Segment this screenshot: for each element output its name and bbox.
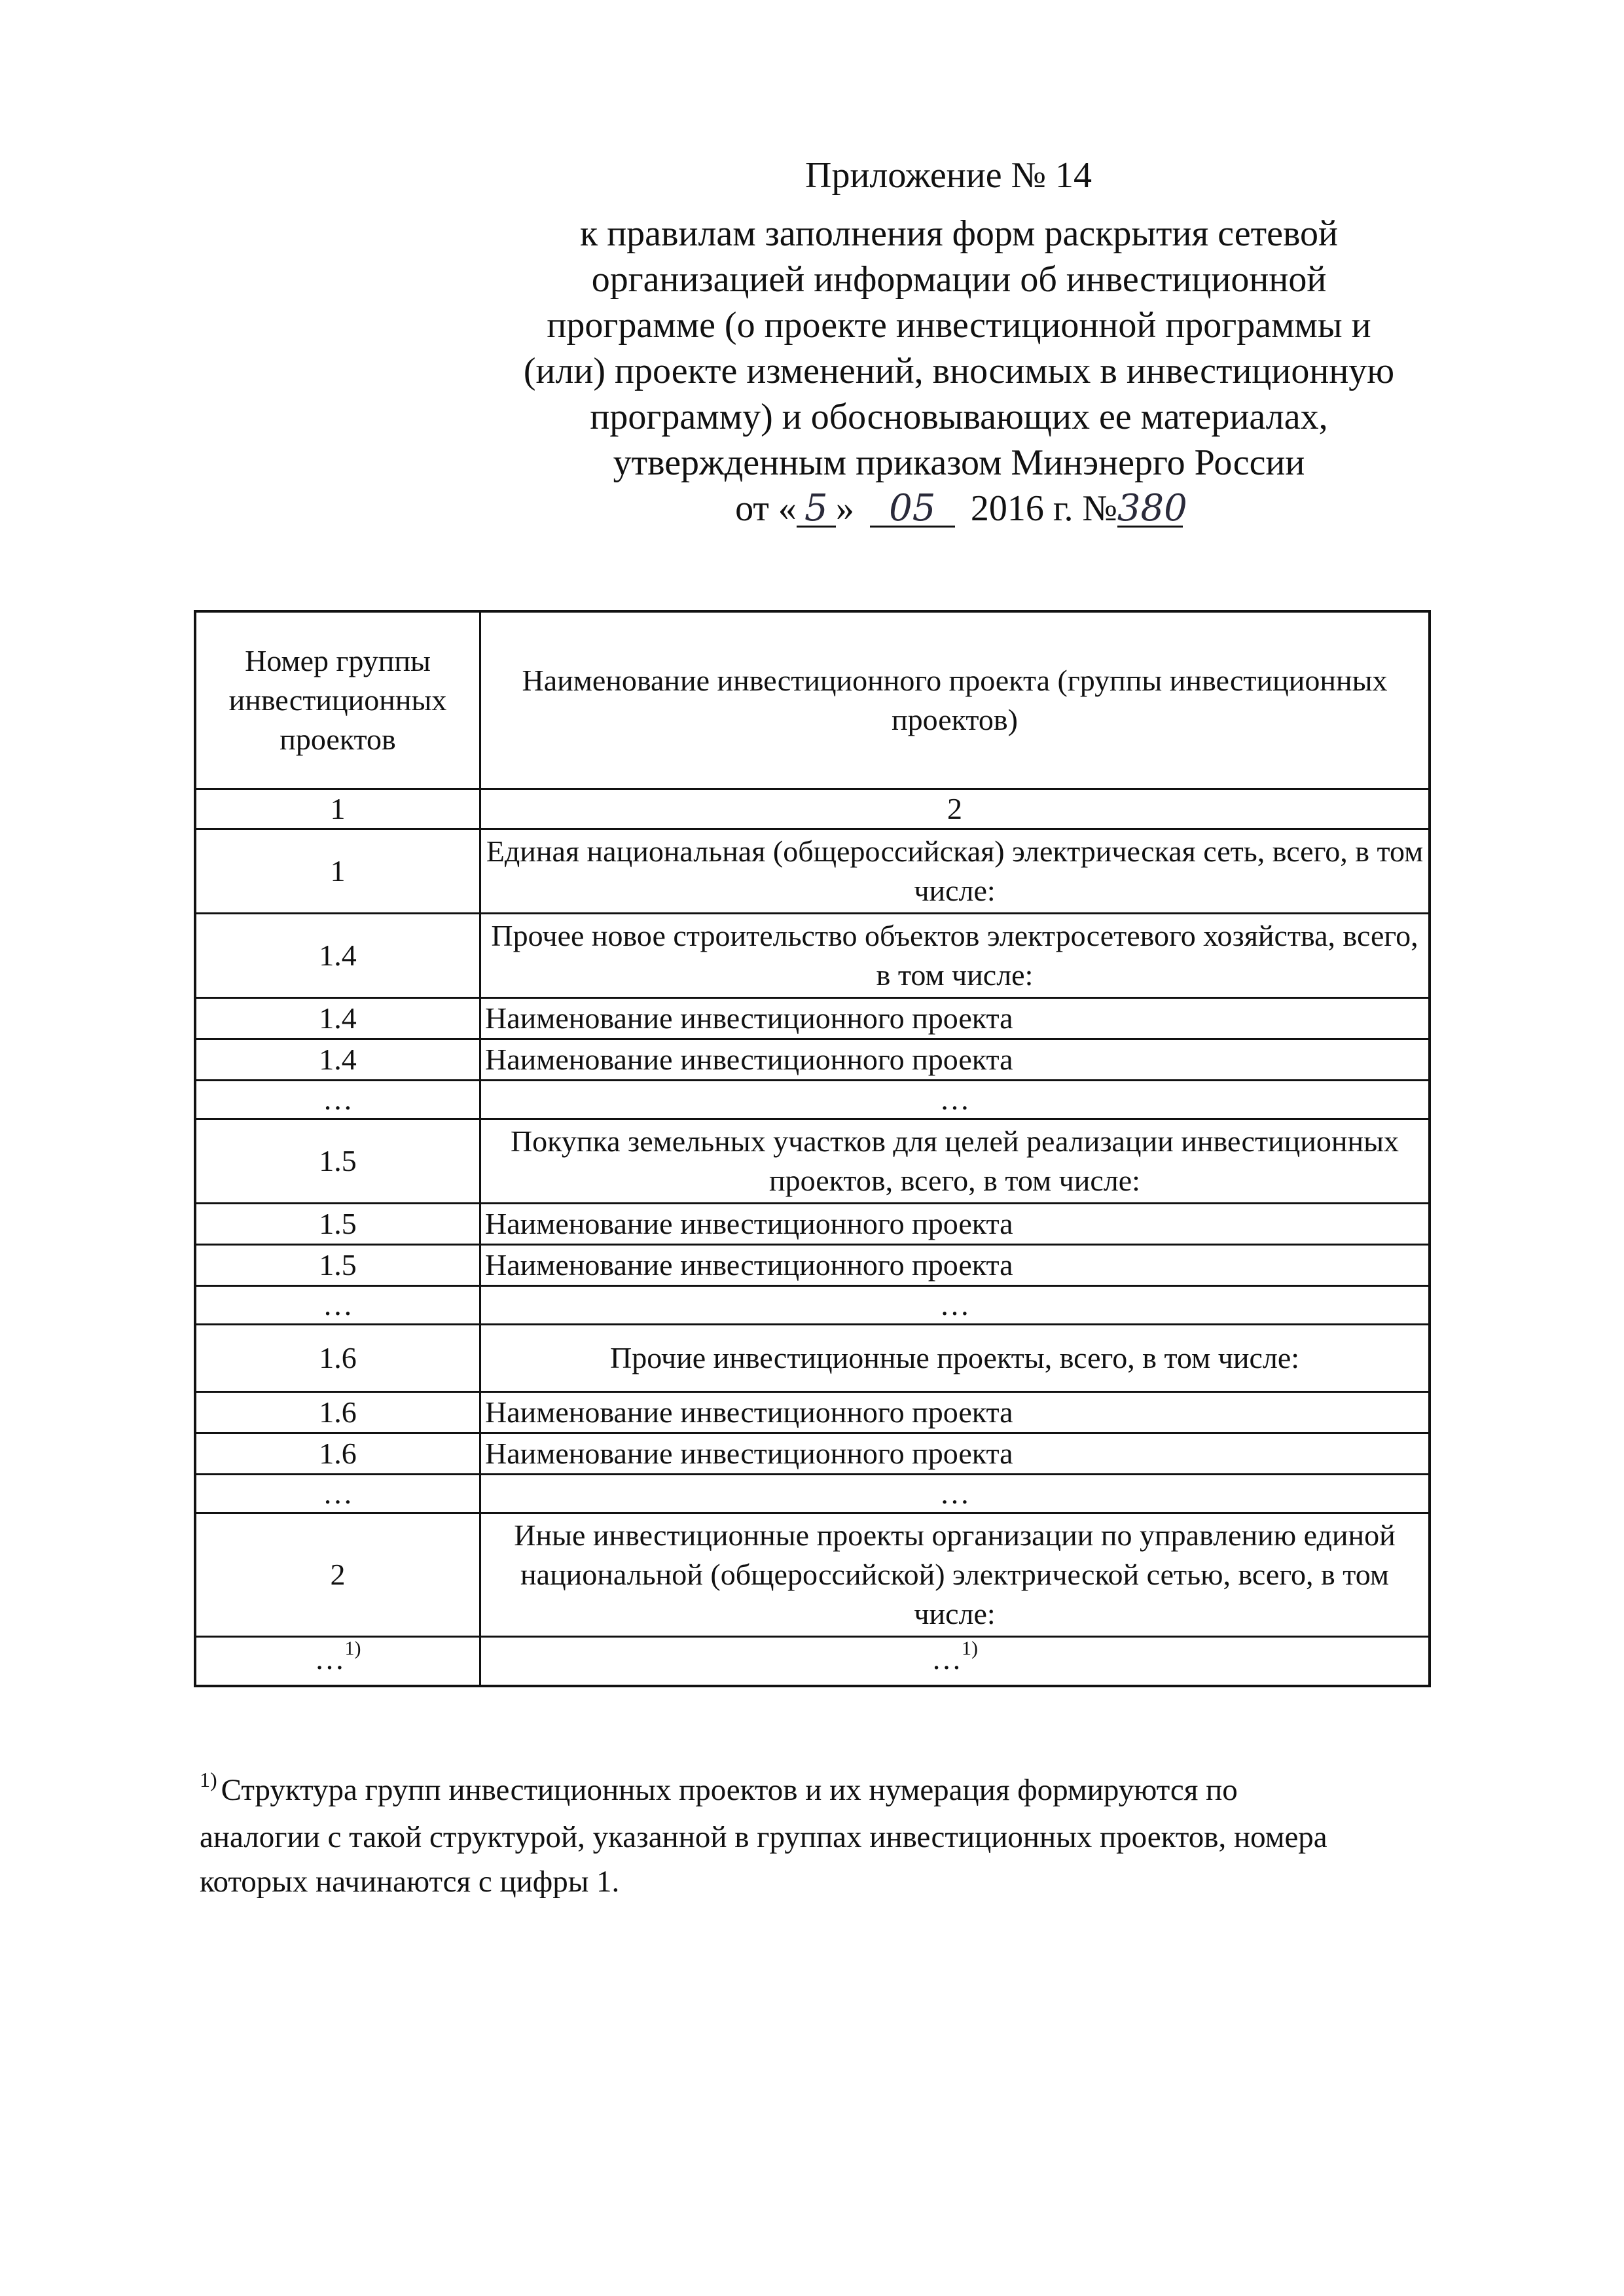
- group-number-cell: …: [195, 1081, 480, 1119]
- group-number-cell: 1.4: [195, 914, 480, 998]
- date-close: »: [835, 488, 854, 529]
- group-number-cell: 1.6: [195, 1325, 480, 1392]
- table-row: [195, 1039, 1430, 1081]
- group-number-cell: 1.4: [195, 998, 480, 1039]
- date-prefix: от «: [735, 488, 797, 529]
- appendix-caption: [481, 211, 1437, 531]
- project-name-cell: Наименование инвестиционного проекта: [480, 1392, 1430, 1433]
- group-number-cell: 1.5: [195, 1204, 480, 1245]
- table-row: [195, 1325, 1430, 1392]
- project-name-cell: Покупка земельных участков для целей реализации инвестиционных проектов, всего, в том числе:: [480, 1119, 1430, 1204]
- footnote-ref: 1): [962, 1638, 978, 1659]
- header-project-name: Наименование инвестиционного проекта (группы инвестиционных проектов): [480, 611, 1430, 789]
- table-header-row: [195, 611, 1430, 789]
- group-number-cell: 2: [195, 1513, 480, 1637]
- project-name-cell: Прочее новое строительство объектов электросетевого хозяйства, всего, в том числе:: [480, 914, 1430, 998]
- footnote-mark: 1): [200, 1768, 217, 1791]
- group-number-cell: …: [195, 1286, 480, 1325]
- group-number-cell: 1: [195, 829, 480, 914]
- footnote-ref: 1): [344, 1638, 361, 1659]
- column-number: 2: [480, 789, 1430, 829]
- caption-line: утвержденным приказом Минэнерго России: [613, 442, 1305, 483]
- project-name-cell: Наименование инвестиционного проекта: [480, 1039, 1430, 1081]
- column-number-row: [195, 789, 1430, 829]
- table-row: [195, 914, 1430, 998]
- table-row: [195, 1475, 1430, 1513]
- order-date-line: [481, 486, 1437, 531]
- project-name-cell: Единая национальная (общероссийская) электрическая сеть, всего, в том числе:: [480, 829, 1430, 914]
- table-row: [195, 1081, 1430, 1119]
- project-name-cell: Иные инвестиционные проекты организации по управлению единой национальной (общероссийской) электрической сетью, всего, в том числе:: [480, 1513, 1430, 1637]
- table-row: [195, 1245, 1430, 1286]
- header-group-number: Номер группы инвестиционных проектов: [195, 611, 480, 789]
- group-number-cell: 1.5: [195, 1245, 480, 1286]
- project-name-cell: …: [480, 1286, 1430, 1325]
- ellipsis: …: [314, 1642, 345, 1676]
- caption-line: организацией информации об инвестиционной: [591, 259, 1327, 300]
- group-number-cell: 1.4: [195, 1039, 480, 1081]
- table-row: [195, 1433, 1430, 1475]
- table-row: [195, 829, 1430, 914]
- handwritten-order-number: 380: [1117, 487, 1187, 529]
- project-name-cell: Наименование инвестиционного проекта: [480, 1204, 1430, 1245]
- table-row: [195, 1513, 1430, 1637]
- group-number-cell: [195, 1637, 480, 1687]
- caption-line: к правилам заполнения форм раскрытия сетевой: [580, 213, 1338, 254]
- group-number-cell: 1.5: [195, 1119, 480, 1204]
- footnote-line: [200, 1768, 1430, 1815]
- ellipsis: …: [931, 1642, 962, 1676]
- investment-projects-table: [194, 610, 1431, 1687]
- footnote: [200, 1768, 1430, 1904]
- footnote-line: которых начинаются с цифры 1.: [200, 1865, 620, 1899]
- column-number: 1: [195, 789, 480, 829]
- group-number-cell: 1.6: [195, 1392, 480, 1433]
- project-name-cell: …: [480, 1081, 1430, 1119]
- caption-line: программу) и обосновывающих ее материалах,: [590, 397, 1328, 437]
- table-row: [195, 998, 1430, 1039]
- project-name-cell: Прочие инвестиционные проекты, всего, в том числе:: [480, 1325, 1430, 1392]
- table-row: [195, 1286, 1430, 1325]
- appendix-title: Приложение № 14: [805, 155, 1092, 196]
- table-row: [195, 1119, 1430, 1204]
- table-row: [195, 1204, 1430, 1245]
- project-name-cell: Наименование инвестиционного проекта: [480, 1433, 1430, 1475]
- table-row: [195, 1392, 1430, 1433]
- project-name-cell: Наименование инвестиционного проекта: [480, 998, 1430, 1039]
- group-number-cell: …: [195, 1475, 480, 1513]
- caption-line: (или) проекте изменений, вносимых в инвестиционную: [523, 351, 1395, 391]
- handwritten-day: 5: [797, 492, 836, 528]
- group-number-cell: 1.6: [195, 1433, 480, 1475]
- project-name-cell: [480, 1637, 1430, 1687]
- project-name-cell: Наименование инвестиционного проекта: [480, 1245, 1430, 1286]
- table-row: [195, 1637, 1430, 1687]
- caption-line: программе (о проекте инвестиционной программы и: [547, 305, 1371, 346]
- date-year: 2016 г. №: [970, 488, 1117, 529]
- footnote-text: Структура групп инвестиционных проектов и их нумерация формируются по: [221, 1773, 1238, 1807]
- handwritten-month: 05: [870, 492, 955, 528]
- footnote-line: аналогии с такой структурой, указанной в группах инвестиционных проектов, номера: [200, 1820, 1327, 1854]
- project-name-cell: …: [480, 1475, 1430, 1513]
